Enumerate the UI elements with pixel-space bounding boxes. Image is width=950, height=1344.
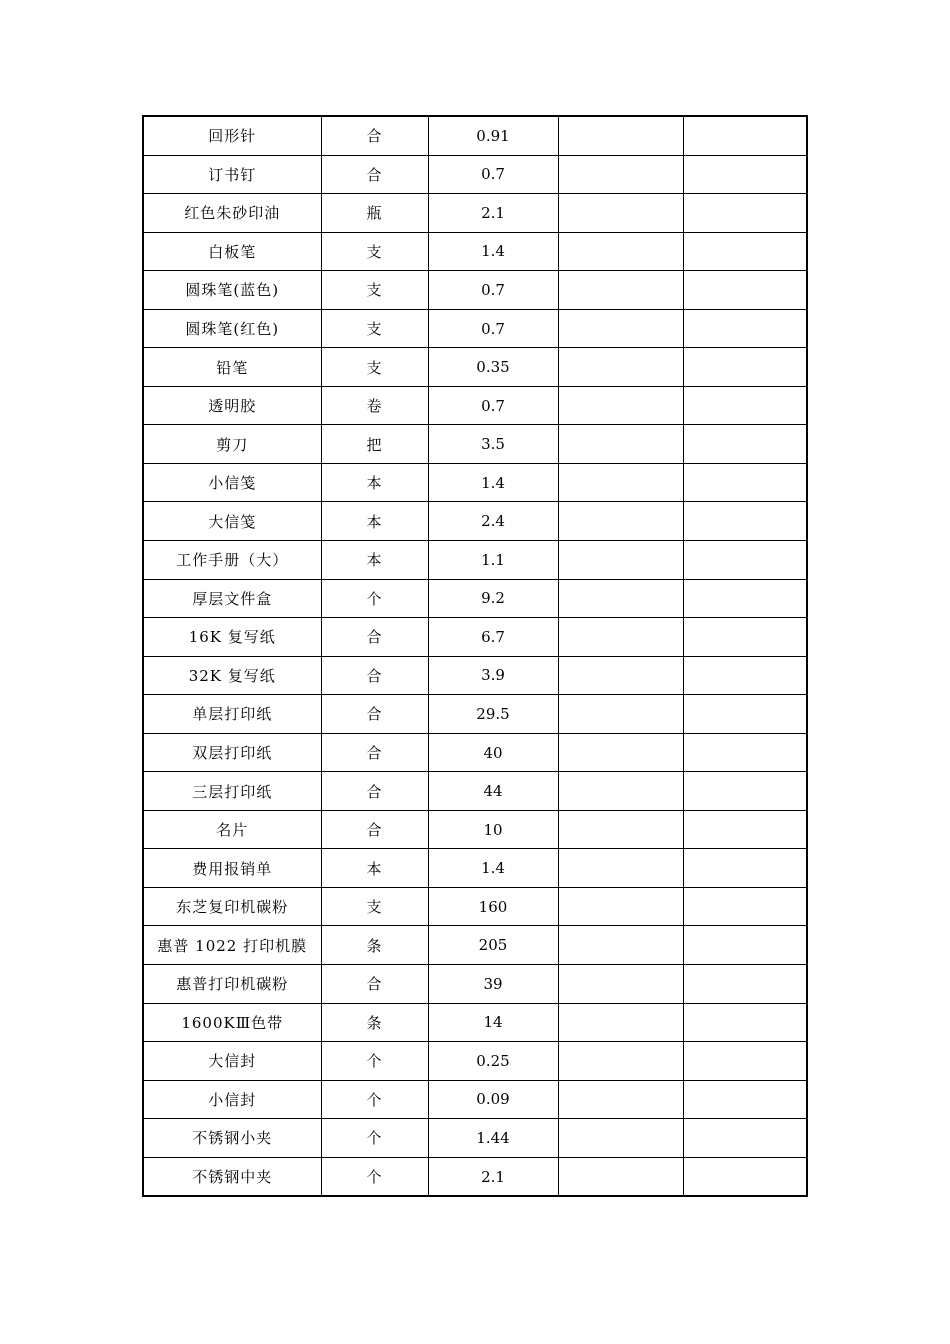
price-cell: 0.91: [428, 116, 558, 155]
empty-cell: [558, 194, 683, 233]
empty-cell: [558, 618, 683, 657]
price-cell: 0.7: [428, 309, 558, 348]
table-row: [143, 965, 807, 1004]
empty-cell: [683, 463, 807, 502]
empty-cell: [558, 386, 683, 425]
empty-cell: [558, 1042, 683, 1081]
empty-cell: [558, 1080, 683, 1119]
table-row: [143, 926, 807, 965]
empty-cell: [683, 849, 807, 888]
table-row: [143, 155, 807, 194]
item-name-cell: 单层打印纸: [143, 695, 321, 734]
item-name-cell: 透明胶: [143, 386, 321, 425]
price-cell: 39: [428, 965, 558, 1004]
empty-cell: [683, 116, 807, 155]
price-cell: 14: [428, 1003, 558, 1042]
empty-cell: [558, 425, 683, 464]
item-name-cell: 工作手册（大）: [143, 541, 321, 580]
empty-cell: [683, 232, 807, 271]
table-row: [143, 772, 807, 811]
price-cell: 1.4: [428, 463, 558, 502]
unit-cell: 支: [321, 309, 428, 348]
price-cell: 29.5: [428, 695, 558, 734]
item-name-cell: 双层打印纸: [143, 733, 321, 772]
empty-cell: [558, 271, 683, 310]
empty-cell: [683, 772, 807, 811]
empty-cell: [683, 618, 807, 657]
unit-cell: 合: [321, 155, 428, 194]
table-row: [143, 1042, 807, 1081]
empty-cell: [558, 810, 683, 849]
item-name-cell: 大信封: [143, 1042, 321, 1081]
empty-cell: [683, 541, 807, 580]
table-row: [143, 194, 807, 233]
item-name-cell: 16K 复写纸: [143, 618, 321, 657]
empty-cell: [683, 656, 807, 695]
empty-cell: [683, 695, 807, 734]
table-row: [143, 618, 807, 657]
unit-cell: 个: [321, 1080, 428, 1119]
price-cell: 1.4: [428, 849, 558, 888]
table-row: [143, 656, 807, 695]
item-name-cell: 回形针: [143, 116, 321, 155]
item-name-cell: 惠普 1022 打印机膜: [143, 926, 321, 965]
empty-cell: [683, 194, 807, 233]
table-row: [143, 386, 807, 425]
empty-cell: [683, 1080, 807, 1119]
empty-cell: [558, 463, 683, 502]
empty-cell: [558, 849, 683, 888]
unit-cell: 合: [321, 810, 428, 849]
table-row: [143, 425, 807, 464]
empty-cell: [683, 965, 807, 1004]
item-name-cell: 1600KⅢ色带: [143, 1003, 321, 1042]
item-name-cell: 小信封: [143, 1080, 321, 1119]
table-row: [143, 579, 807, 618]
item-name-cell: 白板笔: [143, 232, 321, 271]
price-cell: 2.1: [428, 194, 558, 233]
empty-cell: [558, 232, 683, 271]
empty-cell: [558, 579, 683, 618]
table-row: [143, 887, 807, 926]
empty-cell: [683, 386, 807, 425]
empty-cell: [558, 656, 683, 695]
unit-cell: 合: [321, 772, 428, 811]
price-cell: 44: [428, 772, 558, 811]
empty-cell: [558, 309, 683, 348]
unit-cell: 条: [321, 1003, 428, 1042]
unit-cell: 本: [321, 463, 428, 502]
unit-cell: 支: [321, 271, 428, 310]
empty-cell: [558, 926, 683, 965]
price-cell: 2.4: [428, 502, 558, 541]
table-row: [143, 232, 807, 271]
unit-cell: 条: [321, 926, 428, 965]
unit-cell: 本: [321, 541, 428, 580]
unit-cell: 支: [321, 232, 428, 271]
price-cell: 0.7: [428, 155, 558, 194]
unit-cell: 个: [321, 1157, 428, 1196]
empty-cell: [683, 425, 807, 464]
supply-price-sheet: [142, 115, 806, 1197]
item-name-cell: 厚层文件盒: [143, 579, 321, 618]
empty-cell: [683, 1157, 807, 1196]
table-row: [143, 1080, 807, 1119]
empty-cell: [558, 116, 683, 155]
empty-cell: [683, 1042, 807, 1081]
unit-cell: 合: [321, 695, 428, 734]
table-row: [143, 1157, 807, 1196]
empty-cell: [683, 1119, 807, 1158]
item-name-cell: 圆珠笔(蓝色): [143, 271, 321, 310]
table-row: [143, 541, 807, 580]
unit-cell: 合: [321, 733, 428, 772]
item-name-cell: 不锈钢中夹: [143, 1157, 321, 1196]
empty-cell: [683, 348, 807, 387]
item-name-cell: 订书钉: [143, 155, 321, 194]
empty-cell: [558, 1157, 683, 1196]
unit-cell: 个: [321, 1042, 428, 1081]
empty-cell: [683, 271, 807, 310]
table-row: [143, 271, 807, 310]
empty-cell: [683, 733, 807, 772]
empty-cell: [683, 1003, 807, 1042]
unit-cell: 合: [321, 116, 428, 155]
empty-cell: [683, 926, 807, 965]
price-cell: 0.7: [428, 386, 558, 425]
empty-cell: [558, 502, 683, 541]
unit-cell: 支: [321, 887, 428, 926]
item-name-cell: 名片: [143, 810, 321, 849]
table-row: [143, 695, 807, 734]
table-row: [143, 1119, 807, 1158]
empty-cell: [558, 695, 683, 734]
table-row: [143, 1003, 807, 1042]
price-cell: 9.2: [428, 579, 558, 618]
item-name-cell: 小信笺: [143, 463, 321, 502]
unit-cell: 本: [321, 849, 428, 888]
empty-cell: [683, 579, 807, 618]
empty-cell: [558, 1119, 683, 1158]
empty-cell: [558, 348, 683, 387]
unit-cell: 卷: [321, 386, 428, 425]
price-cell: 160: [428, 887, 558, 926]
supply-price-table: [142, 115, 808, 1197]
empty-cell: [558, 772, 683, 811]
table-row: [143, 309, 807, 348]
price-cell: 3.9: [428, 656, 558, 695]
price-cell: 0.09: [428, 1080, 558, 1119]
item-name-cell: 不锈钢小夹: [143, 1119, 321, 1158]
price-cell: 1.44: [428, 1119, 558, 1158]
unit-cell: 把: [321, 425, 428, 464]
empty-cell: [558, 1003, 683, 1042]
unit-cell: 支: [321, 348, 428, 387]
item-name-cell: 三层打印纸: [143, 772, 321, 811]
price-cell: 0.35: [428, 348, 558, 387]
unit-cell: 个: [321, 1119, 428, 1158]
price-cell: 1.4: [428, 232, 558, 271]
unit-cell: 瓶: [321, 194, 428, 233]
table-row: [143, 810, 807, 849]
table-row: [143, 116, 807, 155]
empty-cell: [558, 887, 683, 926]
price-cell: 6.7: [428, 618, 558, 657]
item-name-cell: 圆珠笔(红色): [143, 309, 321, 348]
empty-cell: [558, 541, 683, 580]
item-name-cell: 惠普打印机碳粉: [143, 965, 321, 1004]
unit-cell: 本: [321, 502, 428, 541]
table-row: [143, 733, 807, 772]
price-cell: 1.1: [428, 541, 558, 580]
price-cell: 0.25: [428, 1042, 558, 1081]
price-cell: 0.7: [428, 271, 558, 310]
item-name-cell: 东芝复印机碳粉: [143, 887, 321, 926]
item-name-cell: 大信笺: [143, 502, 321, 541]
empty-cell: [558, 965, 683, 1004]
price-cell: 2.1: [428, 1157, 558, 1196]
unit-cell: 个: [321, 579, 428, 618]
unit-cell: 合: [321, 965, 428, 1004]
empty-cell: [683, 810, 807, 849]
table-row: [143, 849, 807, 888]
unit-cell: 合: [321, 618, 428, 657]
item-name-cell: 32K 复写纸: [143, 656, 321, 695]
price-cell: 3.5: [428, 425, 558, 464]
table-row: [143, 502, 807, 541]
unit-cell: 合: [321, 656, 428, 695]
table-row: [143, 463, 807, 502]
table-row: [143, 348, 807, 387]
item-name-cell: 剪刀: [143, 425, 321, 464]
empty-cell: [558, 155, 683, 194]
empty-cell: [683, 502, 807, 541]
empty-cell: [683, 309, 807, 348]
empty-cell: [683, 887, 807, 926]
price-cell: 205: [428, 926, 558, 965]
empty-cell: [558, 733, 683, 772]
price-cell: 10: [428, 810, 558, 849]
price-cell: 40: [428, 733, 558, 772]
empty-cell: [683, 155, 807, 194]
item-name-cell: 红色朱砂印油: [143, 194, 321, 233]
item-name-cell: 铅笔: [143, 348, 321, 387]
item-name-cell: 费用报销单: [143, 849, 321, 888]
